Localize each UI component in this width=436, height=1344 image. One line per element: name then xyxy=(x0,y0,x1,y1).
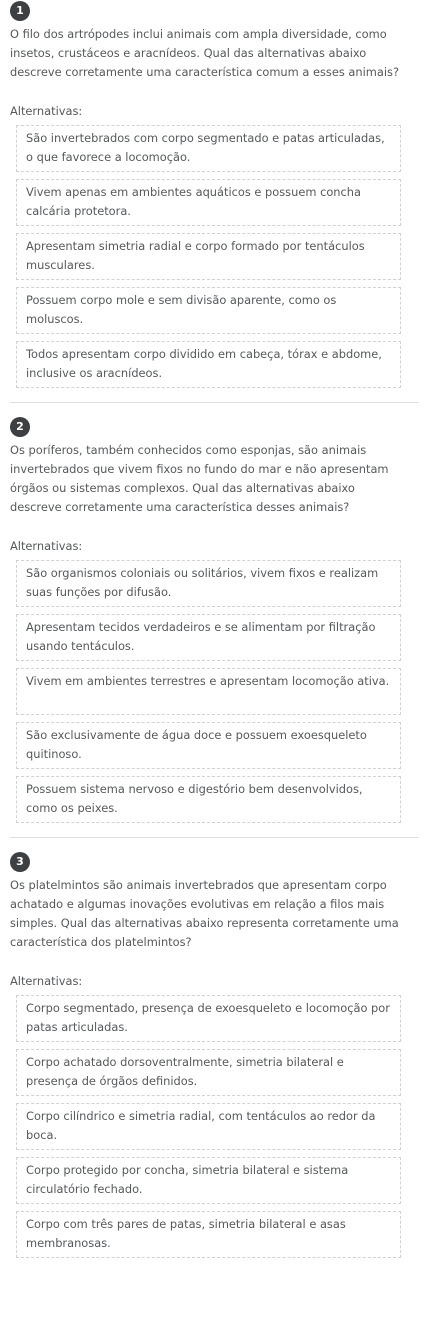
alternative-option[interactable]: Todos apresentam corpo dividido em cabeça, tórax e abdome, inclusive os aracnídeos. xyxy=(16,341,401,388)
alternative-option[interactable]: Possuem corpo mole e sem divisão aparente, como os moluscos. xyxy=(16,287,401,334)
alternatives-label: Alternativas: xyxy=(10,539,83,553)
question-divider xyxy=(10,402,419,403)
question-statement: O filo dos artrópodes inclui animais com ampla diversidade, como insetos, crustáceos e aracnídeos. Qual das alternativas abaixo descreve corretamente uma característica comum a esses animais? xyxy=(10,27,399,79)
alternative-option[interactable]: São invertebrados com corpo segmentado e patas articuladas, o que favorece a locomoção. xyxy=(16,125,401,172)
question-number-badge: 3 xyxy=(10,852,30,872)
quiz-page xyxy=(0,1,436,1258)
alternative-option[interactable]: Apresentam simetria radial e corpo formado por tentáculos musculares. xyxy=(16,233,401,280)
alternative-option[interactable]: Corpo achatado dorsoventralmente, simetria bilateral e presença de órgãos definidos. xyxy=(16,1049,401,1096)
alternatives-label: Alternativas: xyxy=(10,104,83,118)
alternatives-label: Alternativas: xyxy=(10,974,83,988)
alternative-option[interactable]: Corpo segmentado, presença de exoesqueleto e locomoção por patas articuladas. xyxy=(16,995,401,1042)
alternative-option[interactable]: São exclusivamente de água doce e possuem exoesqueleto quitinoso. xyxy=(16,722,401,769)
alternative-option[interactable]: Vivem em ambientes terrestres e apresentam locomoção ativa. xyxy=(16,668,401,715)
alternative-option[interactable]: Corpo cilíndrico e simetria radial, com tentáculos ao redor da boca. xyxy=(16,1103,401,1150)
question-divider xyxy=(10,837,419,838)
question-3 xyxy=(0,852,410,1258)
alternative-option[interactable]: Apresentam tecidos verdadeiros e se alimentam por filtração usando tentáculos. xyxy=(16,614,401,661)
alternative-option[interactable]: Corpo com três pares de patas, simetria bilateral e asas membranosas. xyxy=(16,1211,401,1258)
question-number-badge: 1 xyxy=(10,1,30,21)
question-statement: Os platelmintos são animais invertebrados que apresentam corpo achatado e algumas inovações evolutivas em relação a filos mais simples. Qual das alternativas abaixo representa corretamente uma característica dos platelmintos? xyxy=(10,878,399,949)
question-statement: Os poríferos, também conhecidos como esponjas, são animais invertebrados que vivem fixos no fundo do mar e não apresentam órgãos ou sistemas complexos. Qual das alternativas abaixo descreve corretamente uma característica desses animais? xyxy=(10,443,389,514)
alternative-option[interactable]: Possuem sistema nervoso e digestório bem desenvolvidos, como os peixes. xyxy=(16,776,401,823)
alternative-option[interactable]: Corpo protegido por concha, simetria bilateral e sistema circulatório fechado. xyxy=(16,1157,401,1204)
alternative-option[interactable]: Vivem apenas em ambientes aquáticos e possuem concha calcária protetora. xyxy=(16,179,401,226)
question-1 xyxy=(0,1,410,403)
alternative-option[interactable]: São organismos coloniais ou solitários, vivem fixos e realizam suas funções por difusão. xyxy=(16,560,401,607)
question-2 xyxy=(0,417,410,838)
question-number-badge: 2 xyxy=(10,417,30,437)
